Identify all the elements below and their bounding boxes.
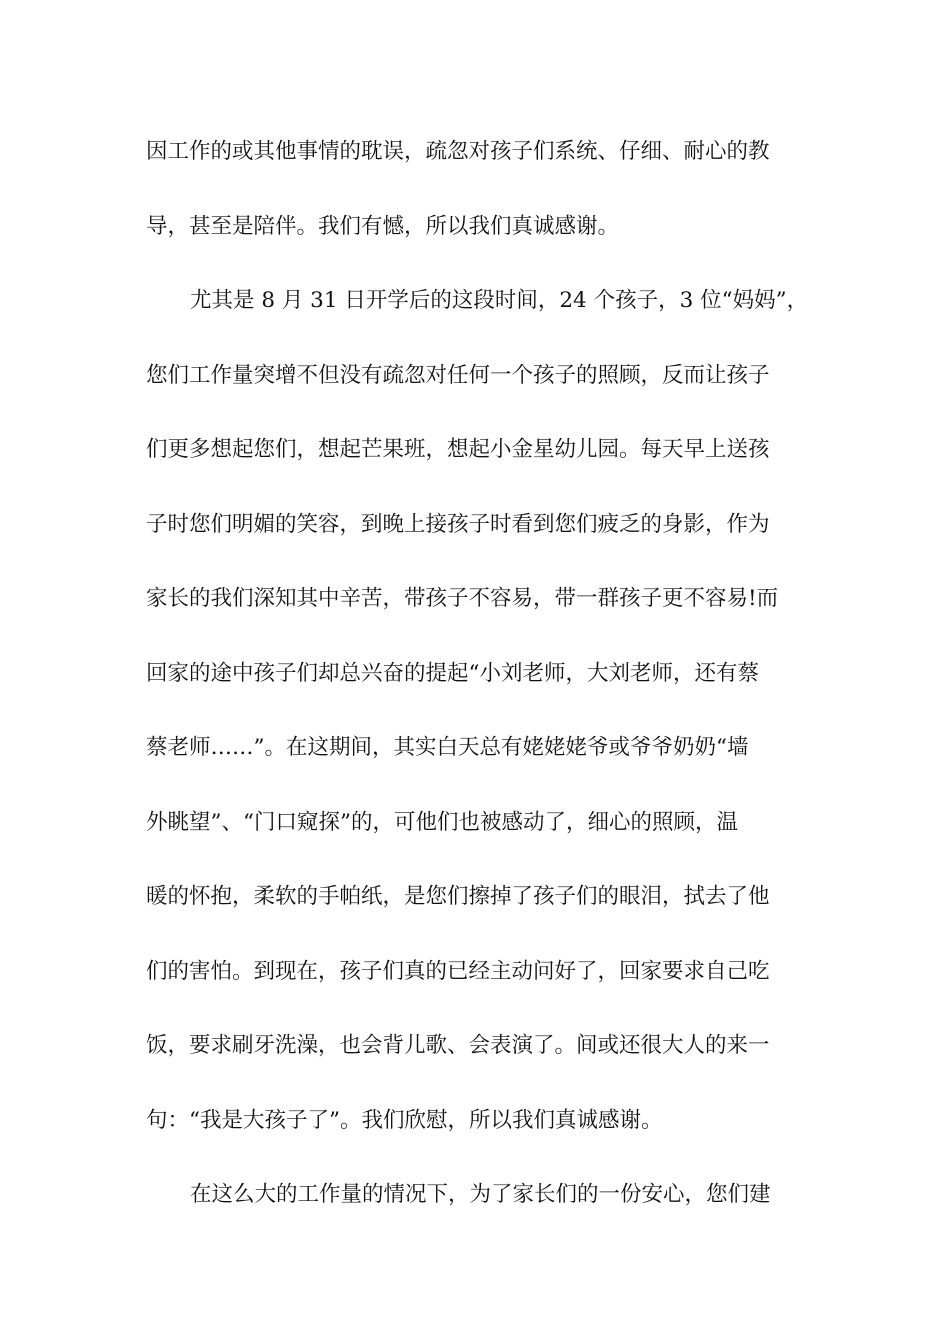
text-line: 句：“我是大孩子了”。我们欣慰，所以我们真诚感谢。 — [146, 1107, 663, 1133]
text-line: 您们工作量突增不但没有疏忽对任何一个孩子的照顾，反而让孩子 — [146, 362, 770, 388]
text-line: 们更多想起您们，想起芒果班，想起小金星幼儿园。每天早上送孩 — [146, 437, 770, 462]
text-line: 们的害怕。到现在，孩子们真的已经主动问好了，回家要求自己吃 — [146, 958, 770, 984]
text-line: 因工作的或其他事情的耽误，疏忽对孩子们系统、仔细、耐心的教 — [146, 139, 770, 164]
text-line: 子时您们明媚的笑容，到晚上接孩子时看到您们疲乏的身影，作为 — [146, 511, 770, 537]
paragraph-start-line: 尤其是 8 月 31 日开学后的这段时间，24 个孩子，3 位“妈妈”， — [190, 288, 809, 313]
text-line: 家长的我们深知其中辛苦，带孩子不容易，带一群孩子更不容易!而 — [146, 586, 779, 611]
paragraph-start-line: 在这么大的工作量的情况下，为了家长们的一份安心，您们建 — [190, 1182, 771, 1207]
body-text — [146, 130, 846, 1248]
text-line: 暖的怀抱，柔软的手帕纸，是您们擦掉了孩子们的眼泪，拭去了他 — [146, 884, 770, 909]
text-line: 蔡老师……”。在这期间，其实白天总有姥姥姥爷或爷爷奶奶“墙 — [146, 735, 749, 760]
text-line: 回家的途中孩子们却总兴奋的提起“小刘老师，大刘老师，还有蔡 — [146, 660, 759, 686]
text-line: 导，甚至是陪伴。我们有憾，所以我们真诚感谢。 — [146, 213, 620, 239]
text-line: 外眺望”、“门口窥探”的，可他们也被感动了，细心的照顾，温 — [146, 809, 738, 835]
text-line: 饭，要求刷牙洗澡，也会背儿歌、会表演了。间或还很大人的来一 — [146, 1033, 770, 1058]
